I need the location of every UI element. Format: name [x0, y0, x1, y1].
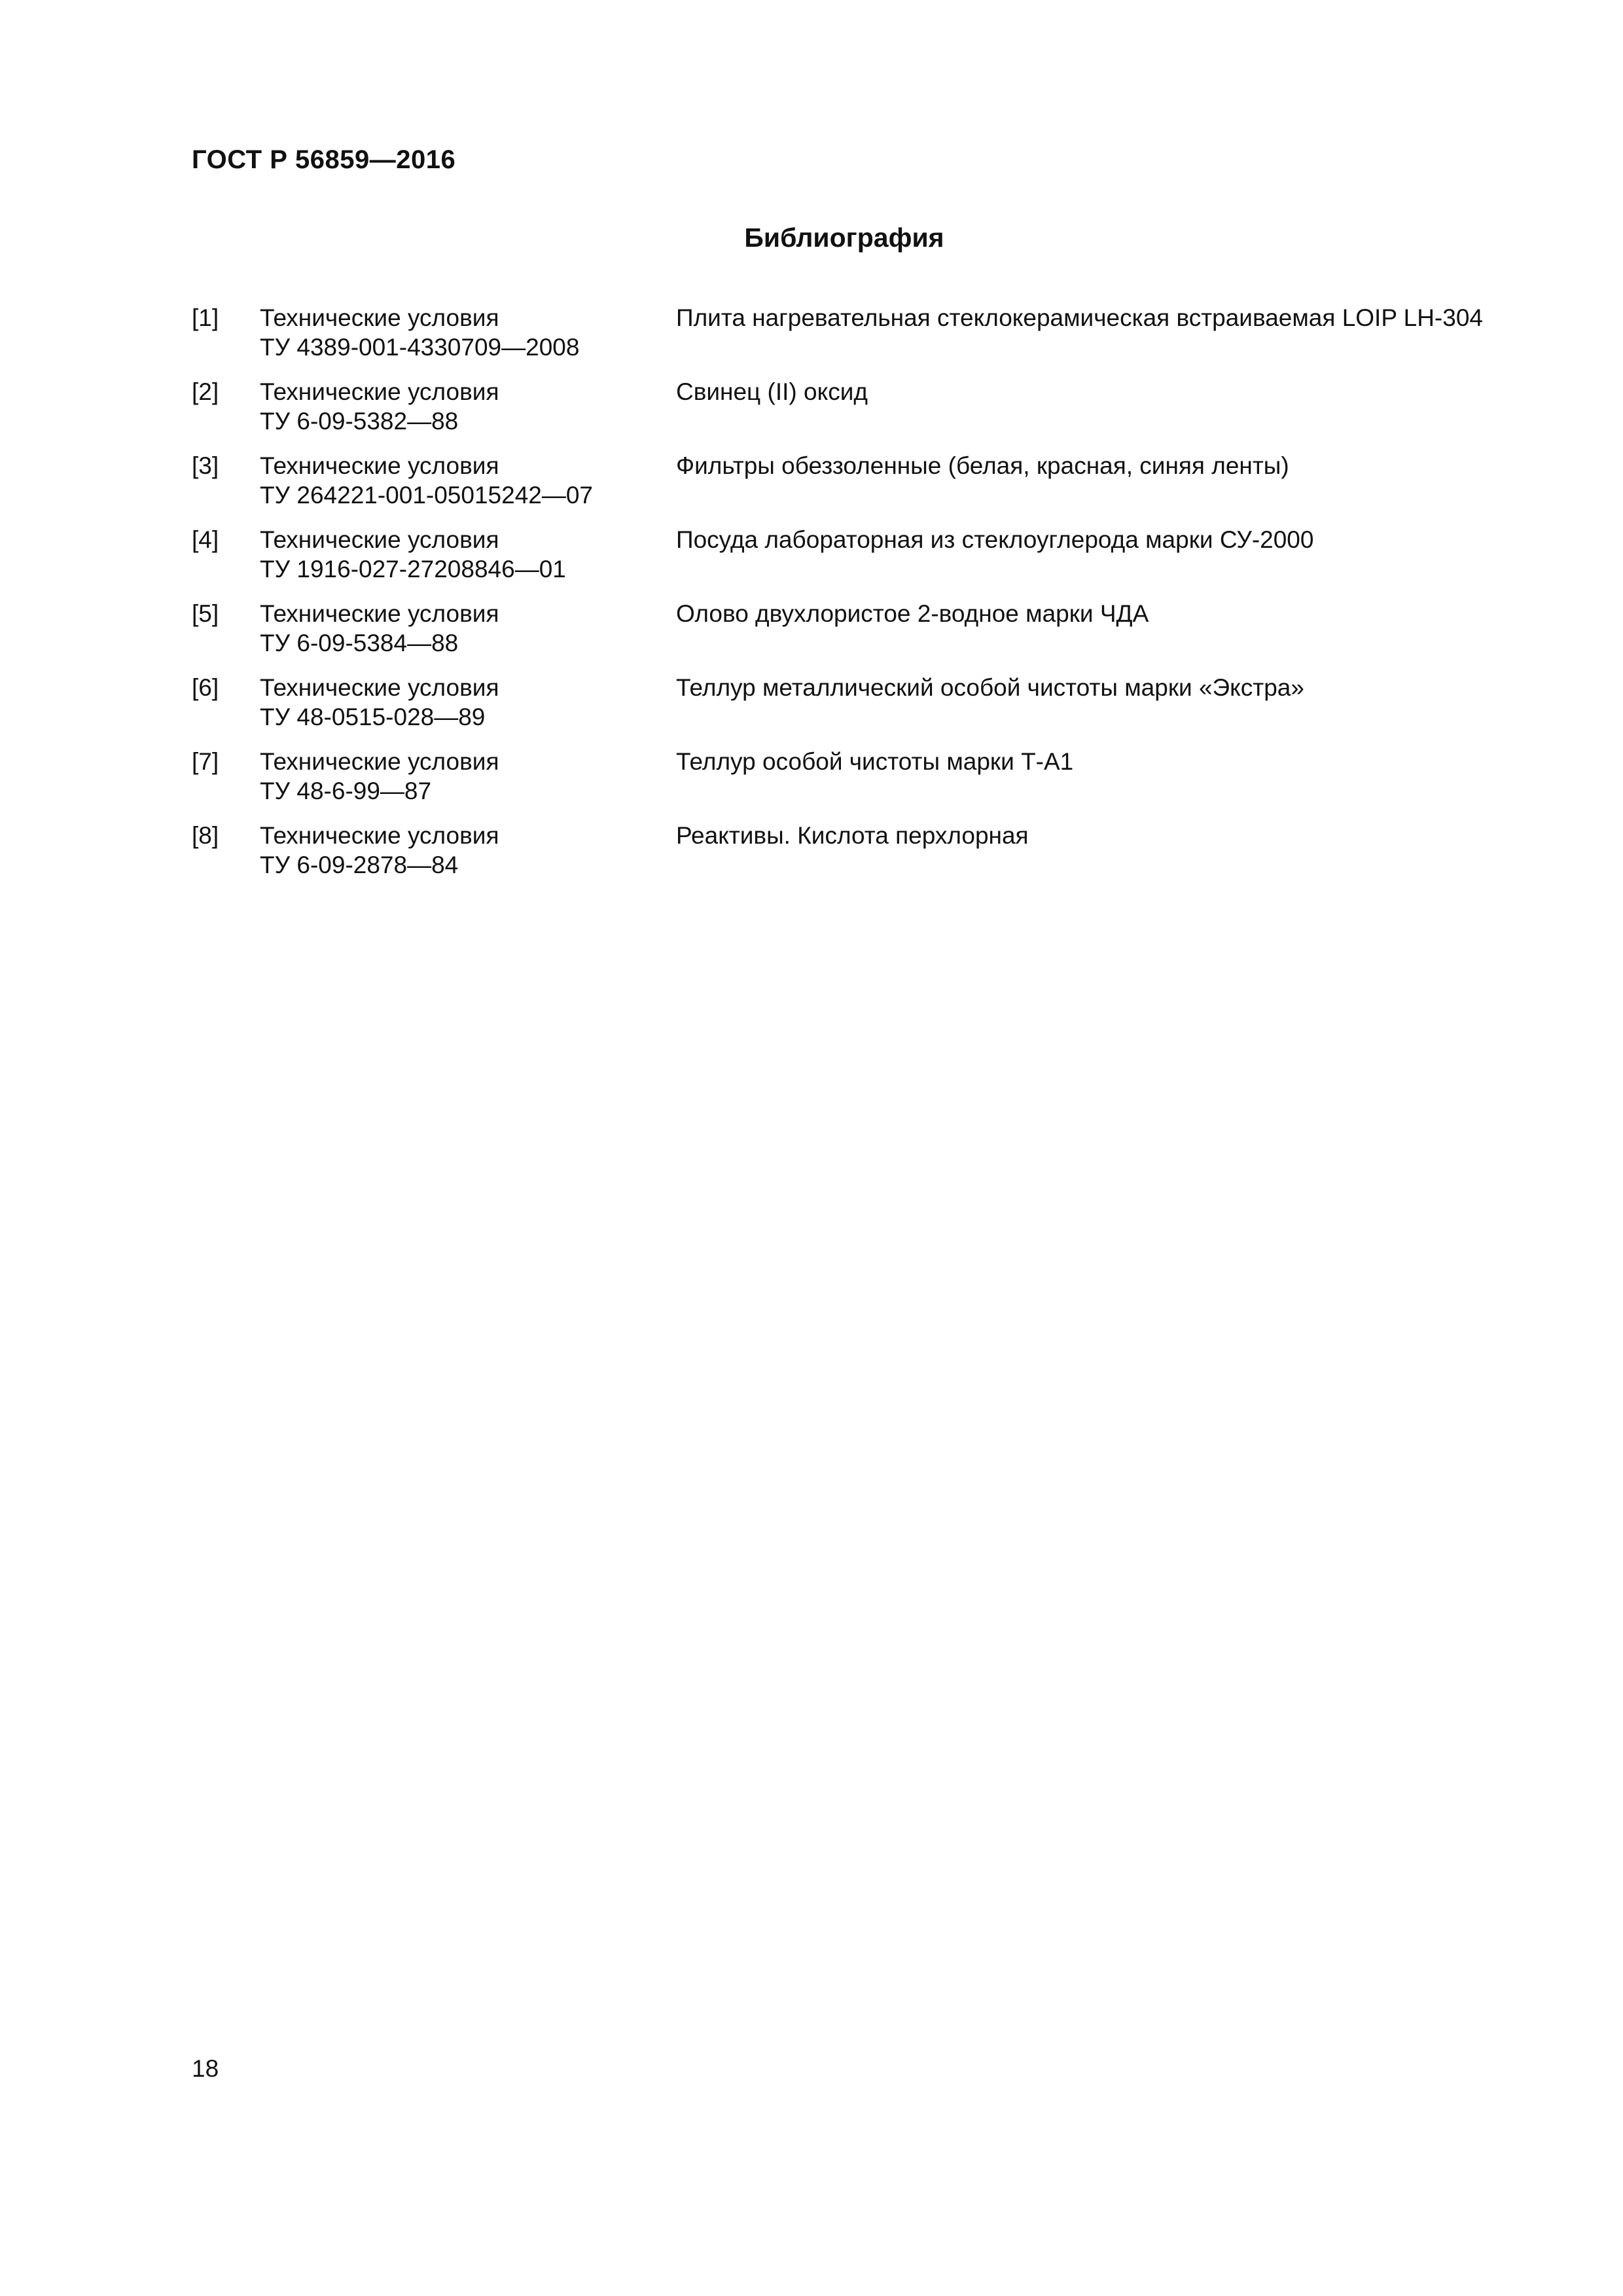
entry-type: Технические условия [260, 378, 499, 405]
entry-code: ТУ 264221-001-05015242—07 [260, 482, 594, 509]
bibliography-entry [192, 377, 1501, 451]
entry-title: Реактивы. Кислота перхлорная [676, 822, 1029, 849]
bibliography-entry [192, 821, 1501, 895]
entry-source [260, 673, 499, 732]
entry-type: Технические условия [260, 674, 499, 701]
bibliography-entry [192, 303, 1501, 377]
entry-source [260, 525, 566, 584]
document-header: ГОСТ Р 56859—2016 [192, 145, 456, 174]
entry-number: [5] [192, 600, 219, 627]
entry-type: Технические условия [260, 748, 499, 775]
bibliography-entry [192, 673, 1501, 747]
entry-title: Теллур металлический особой чистоты марки «Экстра» [676, 674, 1304, 701]
entry-source [260, 451, 593, 510]
entry-type: Технические условия [260, 526, 499, 553]
bibliography-entry [192, 525, 1501, 599]
entry-code: ТУ 48-6-99—87 [260, 778, 432, 804]
entry-source [260, 747, 499, 806]
bibliography-list [192, 303, 1501, 895]
entry-code: ТУ 4389-001-4330709—2008 [260, 334, 580, 361]
entry-title: Фильтры обеззоленные (белая, красная, синяя ленты) [676, 452, 1289, 479]
entry-number: [8] [192, 822, 219, 849]
entry-number: [4] [192, 526, 219, 553]
entry-code: ТУ 6-09-5382—88 [260, 408, 459, 435]
page-number: 18 [192, 2055, 219, 2082]
entry-code: ТУ 6-09-2878—84 [260, 852, 459, 878]
section-title: Библиография [744, 223, 944, 253]
entry-code: ТУ 48-0515-028—89 [260, 704, 486, 730]
entry-type: Технические условия [260, 600, 499, 627]
entry-title: Посуда лабораторная из стеклоуглерода марки СУ-2000 [676, 526, 1314, 553]
bibliography-entry [192, 747, 1501, 821]
entry-type: Технические условия [260, 452, 499, 479]
entry-number: [1] [192, 304, 219, 331]
bibliography-entry [192, 451, 1501, 525]
entry-number: [7] [192, 748, 219, 775]
bibliography-entry [192, 599, 1501, 673]
entry-type: Технические условия [260, 822, 499, 849]
entry-title: Олово двухлористое 2-водное марки ЧДА [676, 600, 1149, 627]
entry-number: [6] [192, 674, 219, 701]
entry-source [260, 821, 499, 880]
entry-number: [3] [192, 452, 219, 479]
entry-title: Свинец (II) оксид [676, 378, 868, 405]
entry-title: Плита нагревательная стеклокерамическая встраиваемая LOIP LH-304 [676, 304, 1483, 331]
entry-source [260, 377, 499, 436]
entry-title: Теллур особой чистоты марки Т-А1 [676, 748, 1074, 775]
entry-code: ТУ 1916-027-27208846—01 [260, 556, 566, 583]
entry-source [260, 599, 499, 658]
entry-number: [2] [192, 378, 219, 405]
entry-code: ТУ 6-09-5384—88 [260, 630, 459, 656]
entry-source [260, 303, 579, 362]
entry-type: Технические условия [260, 304, 499, 331]
